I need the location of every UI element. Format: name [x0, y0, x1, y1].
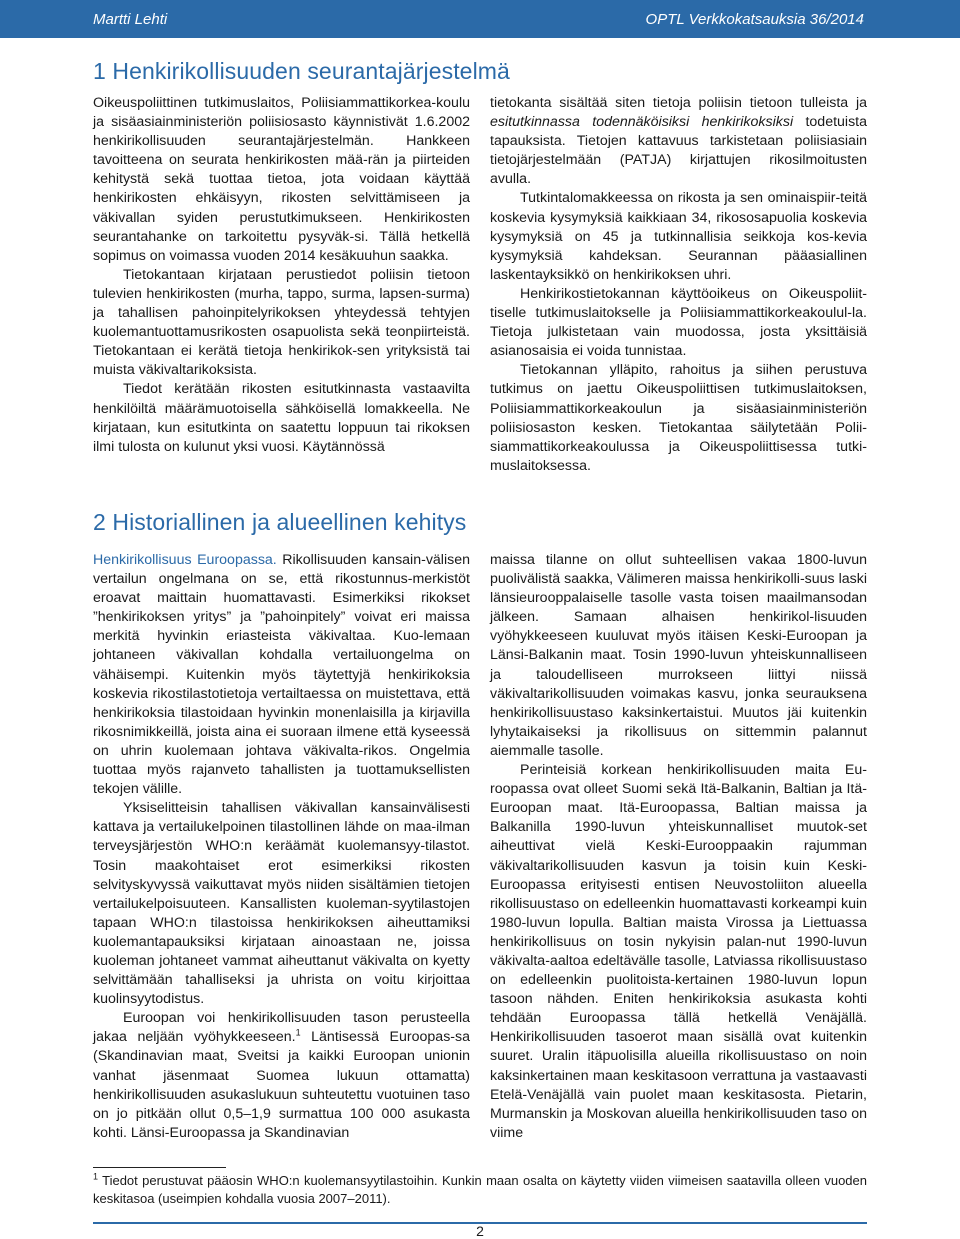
paragraph: Tutkintalomakkeessa on rikosta ja sen ominaispiir-teitä koskevia kysymyksiä kaikkiaan 34, rikososapuolia koskevia kysymyksiä on 45 ja tutkinnallisia seikkoja kos-kevia kysymyksiä kahdeksan. Seurannan pääasiallinen laskentayksikkö on henkirikoksen uhri. — [490, 190, 867, 283]
paragraph: maissa tilanne on ollut suhteellisen vakaa 1800-luvun puolivälistä saakka, Välimeren maissa henkirikolli-suus laski länsieurooppalaiselle tasolle vasta toisen maailmansodan jälkeen. Samaan alhaisen henkirikol-lisuuden vyöhykkeeseen kuuluvat myös itäisen Keski-Euroopan ja Länsi-Balkanin maat. Tosin 1990-luvun yhteiskunnalliseen ja taloudelliseen murrokseen liittyi niissä väkivaltarikollisuuden voimakas kasvu, jonka seurauksena henkirikollisuustaso kaksinkertaistui. Muutos jäi kuitenkin lyhytaikaiseksi ja rikollisuus on sittemmin palannut aiemmalle tasolle. — [490, 552, 867, 759]
text-run: Rikollisuuden kansain-välisen vertailun ongelmana on se, että rikostunnus-merkistöt eroavat maittain huomattavasti. Esimerkiksi rikokset ”henkirikoksen yritys” ja ”pahoinpitely” voivat eri maissa merkitä hyvinkin eriasteista väkivaltaa. Kuo-lemaan johtaneen väkivallan kohdalla vertailuongelma on vähäisempi. Kuitenkin myös täytettyjä henkirikoksia koskevia rikostilastotietoja vertailtaessa on muistettava, että henkirikoksia tilastoidaan hyvinkin monenlaisilla ja kirjavilla rikosnimikkeillä, joista aina ei suoraan ilmene että kyseessä on uhrin kuolemaan johtava väkivalta-rikos. Ongelmia tuottaa myös rajanveto tahallisten ja tuottamuksellisten tekojen välille. — [93, 552, 470, 798]
text-run: Euroopan voi henkirikollisuuden tason perusteella jakaa neljään vyöhykkeeseen. — [93, 1010, 470, 1046]
page-number — [0, 1223, 960, 1239]
paragraph: Tiedot kerätään rikosten esitutkinnasta vastaavilta henkilöiltä määrämuotoisella sähköisellä lomakkeella. Ne kirjataan, kun esitutkinta on saatettu loppuun tai rikoksen ilmi tulosta on kulunut yksi vuosi. Käytännössä — [93, 381, 470, 455]
paragraph: Perinteisiä korkean henkirikollisuuden maita Eu-roopassa ovat olleet Suomi sekä Itä-Balkanin, Baltian ja Itä-Euroopan maat. Itä-Euroopassa, Baltian maissa ja Balkanilla 1990-luvun yhteiskunnalliset muutok-set aiheuttivat vielä Keski-Eurooppaakin rajumman väkivaltarikollisuuden kasvun ja toisin kuin Keski-Euroopassa erityisesti entisen Neuvostoliiton alueella rikollisuustaso on edelleenkin huomattavasti korkeampi kuin 1980-luvun lopulla. Baltian maista Virossa ja Liettuassa henkirikollisuus on tosin nykyisin palan-nut 1990-luvun väkivalta-aaltoa edeltävälle tasolle, Latviassa rikollisuustaso on edelleenkin puolitoista-kertainen 1980-luvun lopun tasoon nähden. Eniten henkirikoksia asukasta kohti tehdään Euroopassa tällä hetkellä Venäjällä. Henkirikollisuuden tasoerot maan sisällä ovat kuitenkin suuret. Uralin itäpuolisilla alueilla rikollisuustaso on noin kaksinkertainen maan keskitasoon verrattuna ja vastaavasti Etelä-Venäjällä vain puolet maan keskitasosta. Pietarin, Murmanskin ja Moskovan alueilla henkirikollisuuden taso on viime — [490, 762, 867, 1141]
paragraph — [93, 1009, 470, 1143]
footnote-reference: 1 — [295, 1027, 301, 1038]
section-2-right-column — [490, 551, 867, 1143]
lead-in-heading: Henkirikollisuus Euroopassa. — [93, 552, 277, 568]
paragraph: Yksiselitteisin tahallisen väkivallan kansainvälisesti kattava ja vertailukelpoinen tilastollinen lähde on maa-ilman terveysjärjestön WHO:n keräämät kuolemansyy-tilastot. Tosin maakohtaiset erot esimerkiksi rikosten selvityskyvyssä vaikuttavat myös niiden sisältämien tietojen vertailukelpoisuuteen. Kansallisten kuoleman-syytilastojen tapaan WHO:n tilastoissa henkirikoksen aiheuttamiksi kuolemantapauksiksi kirjataan ainoastaan ne, joissa kuoleman johtaneet vammat aiheuttanut väkivalta on kyetty selvittämään tahalliseksi ja uhrista on voitu kirjoittaa kuolinsyytodistus. — [93, 800, 470, 1008]
section-1-title: 1 Henkirikollisuuden seurantajärjestelmä — [93, 58, 510, 84]
section-2-title: 2 Historiallinen ja alueellinen kehitys — [93, 509, 467, 535]
text-run: todetuista tapauksista. Tietojen kattavuus tarkistetaan poliisiasiain tietojärjestelmään (PATJA) kirjattujen rikosilmoitusten avulla. — [490, 114, 867, 188]
text-run: Läntisessä Euroopas-sa (Skandinavian maat, Sveitsi ja kaikki Euroopan unionin vanhat jäsenmaat Suomea lukuun ottamatta) henkirikollisuuden asukaslukuun suhteutettu vuotuinen taso on jo pitkään ollut 0,5–1,9 surmattua 100 000 asukasta kohti. Länsi-Euroopassa ja Skandinavian — [93, 1029, 470, 1141]
section-1-right-column — [490, 94, 867, 476]
paragraph: Henkirikostietokannan käyttöoikeus on Oikeuspoliit-tiselle tutkimuslaitokselle ja Poliisiammattikorkeakoulul-la. Tietoja julkistetaan vain muodossa, josta yksittäisiä asianosaisia ei voida tunnistaa. — [490, 285, 867, 360]
footnote-text: Tiedot perustuvat pääosin WHO:n kuolemansyytilastoihin. Kunkin maan osalta on käytetty viiden viimeisen saatavilla olleen vuoden keskitasoa (useimpien kohdalla vuosia 2007–2011). — [93, 1173, 867, 1206]
paragraph — [93, 551, 470, 799]
paragraph: Tietokantaan kirjataan perustiedot poliisin tietoon tulevien henkirikosten (murha, tappo, surma, lapsen-surma) ja tahallisen pahoinpitelyrikoksen yhteydessä tehtyjen kuolemantuottamusrikosten osapuolista sekä teonpiirteistä. Tietokantaan ei kerätä tietoja henkirikok-sen yrityksistä tai muista väkivaltarikoksista. — [93, 266, 470, 379]
section-1-left-column — [93, 94, 470, 457]
page-header — [0, 0, 960, 38]
text-run: tietokanta sisältää siten tietoja poliisin tietoon tulleista ja — [490, 95, 867, 111]
footnote-divider — [93, 1167, 226, 1168]
paragraph: Tietokannan ylläpito, rahoitus ja siihen perustuva tutkimus on jaettu Oikeuspoliittisen tutkimuslaitoksen, Poliisiammattikorkeakoulun ja sisäasiainministeriön poliisiosaston kesken. Tietokantaa säilytetään Polii-siammattikorkeakoulussa ja Oikeuspoliittisessa tutki-muslaitoksessa. — [490, 362, 867, 474]
italic-text: esitutkinnassa todennäköisiksi henkirikoksiksi — [490, 114, 794, 131]
section-2-left-column — [93, 551, 470, 1143]
header-author: Martti Lehti — [93, 11, 168, 28]
header-publication: OPTL Verkkokatsauksia 36/2014 — [645, 11, 864, 28]
footnote — [93, 1172, 867, 1208]
page-number-text: 2 — [476, 1223, 484, 1239]
footnote-marker: 1 — [93, 1171, 99, 1182]
paragraph: Oikeuspoliittinen tutkimuslaitos, Poliisiammattikorkea-koulu ja sisäasiainministeriön poliisiosasto käynnistivät 1.6.2002 henkirikollisuuden seurantajärjestelmän. Hankkeen tavoitteena on seurata henkirikosten mää-rän ja piirteiden kehitystä sekä tuottaa tietoa, jota voidaan käyttää henkirikosten ehkäisyyn, rikosten selvittämiseen ja väkivallan syiden perustutkimukseen. Henkirikosten seurantahanke on tarkoitettu pysyväk-si. Tällä hetkellä sopimus on voimassa vuoden 2014 kesäkuuhun saakka. — [93, 95, 470, 264]
paragraph — [490, 94, 867, 189]
